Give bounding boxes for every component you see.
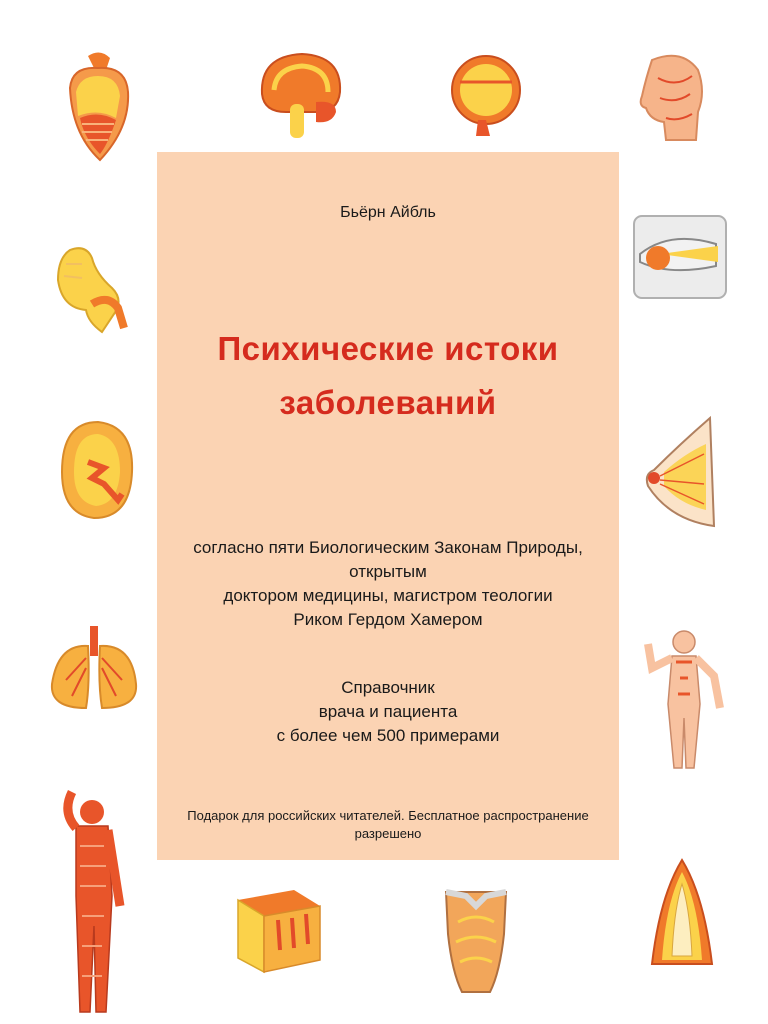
brain-icon [256, 46, 346, 142]
head-icon [632, 48, 712, 144]
author-name: Бьёрн Айбль [340, 204, 436, 221]
nose-section-icon [646, 856, 718, 970]
subtitle-line: Риком Гердом Хамером [293, 610, 483, 629]
torso-icon [438, 882, 514, 994]
handbook-line: с более чем 500 примерами [276, 726, 500, 745]
lymph-body-icon [644, 628, 724, 774]
handbook-description [157, 676, 619, 748]
book-title-line: заболеваний [279, 384, 497, 421]
cover-panel [157, 152, 619, 860]
gift-notice [157, 807, 619, 843]
book-title-line: Психические истоки [217, 330, 559, 367]
eyeball-icon [446, 48, 526, 136]
handbook-line: Справочник [341, 678, 435, 697]
muscle-body-icon [56, 786, 132, 1016]
kidney-icon [58, 418, 138, 524]
subtitle-line: согласно пяти Биологическим Законам Природы, [193, 538, 583, 557]
gift-line: разрешено [354, 826, 422, 841]
heart-icon [58, 48, 138, 166]
stomach-icon [52, 244, 138, 338]
book-title [157, 322, 619, 430]
skin-section-icon [228, 880, 328, 976]
subtitle-line: доктором медицины, магистром теологии [223, 586, 553, 605]
book-subtitle [157, 536, 619, 632]
handbook-line: врача и пациента [318, 702, 458, 721]
eye-socket-icon [630, 206, 730, 306]
subtitle-line: открытым [349, 562, 427, 581]
lungs-icon [46, 624, 142, 714]
breast-icon [640, 414, 726, 530]
gift-line: Подарок для российских читателей. Бесплатное распространение [187, 808, 589, 823]
